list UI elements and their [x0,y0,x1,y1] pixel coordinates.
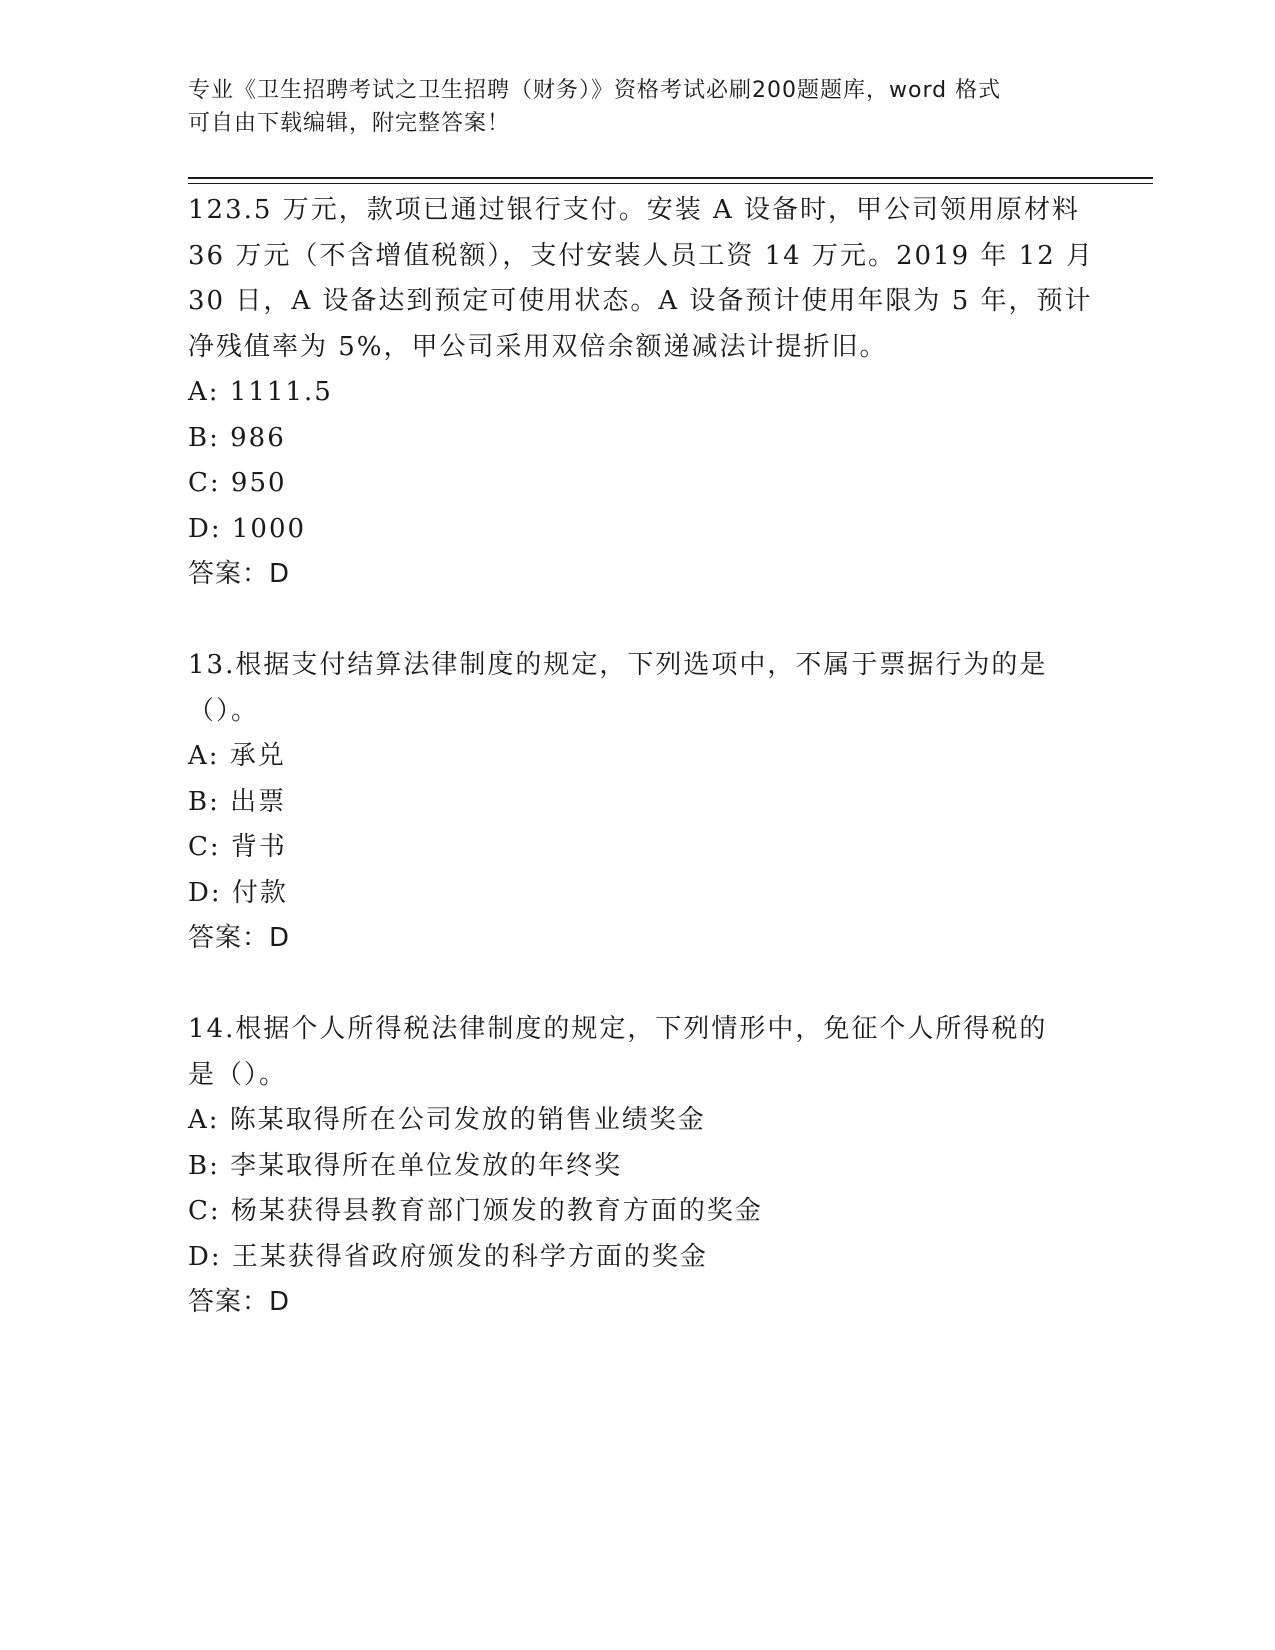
document-body [188,188,1095,1326]
option-d: D: 1000 [188,513,307,544]
answer-line: 答案：D [188,559,291,589]
question-14 [188,1007,1088,1326]
question-text-line: 123.5 万元，款项已通过银行支付。安装 A 设备时，甲公司领用原材料 [188,195,1081,225]
option-a: A: 承兑 [188,741,286,771]
question-text-line: 14.根据个人所得税法律制度的规定，下列情形中，免征个人所得税的 [188,1014,1048,1044]
option-b: B: 986 [188,422,286,453]
option-d: D: 付款 [188,877,288,908]
answer-line: 答案：D [188,923,291,953]
header-divider-thick [188,177,1153,179]
option-b: B: 出票 [188,786,287,817]
option-a: A: 1111.5 [188,377,333,407]
option-c: C: 杨某获得县教育部门颁发的教育方面的奖金 [188,1196,763,1226]
question-text-line: 30 日，A 设备达到预定可使用状态。A 设备预计使用年限为 5 年，预计 [188,286,1093,316]
question-text-line: 13.根据支付结算法律制度的规定，下列选项中，不属于票据行为的是 [188,650,1048,680]
question-text-line: 是（）。 [188,1059,288,1090]
answer-line: 答案：D [188,1287,291,1317]
question-spacer [188,962,1088,1008]
header-title-line-1: 专业《卫生招聘考试之卫生招聘（财务）》资格考试必刷200题题库，word 格式 [188,78,1002,103]
option-b: B: 李某取得所在单位发放的年终奖 [188,1150,623,1181]
option-c: C: 背书 [188,832,287,862]
question-continued [188,188,1095,598]
header-title-line-2: 可自由下载编辑，附完整答案！ [188,111,511,136]
option-d: D: 王某获得省政府颁发的科学方面的奖金 [188,1241,708,1272]
question-text-line: （）。 [188,695,260,726]
option-a: A: 陈某取得所在公司发放的销售业绩奖金 [188,1105,706,1135]
document-header [188,74,1068,140]
header-divider-thin [188,183,1153,184]
question-text-line: 净残值率为 5%，甲公司采用双倍余额递减法计提折旧。 [188,331,888,362]
question-spacer [188,598,1088,644]
question-text-line: 36 万元（不含增值税额），支付安装人员工资 14 万元。2019 年 12 月 [188,240,1095,271]
question-13 [188,643,1088,962]
option-c: C: 950 [188,468,287,498]
